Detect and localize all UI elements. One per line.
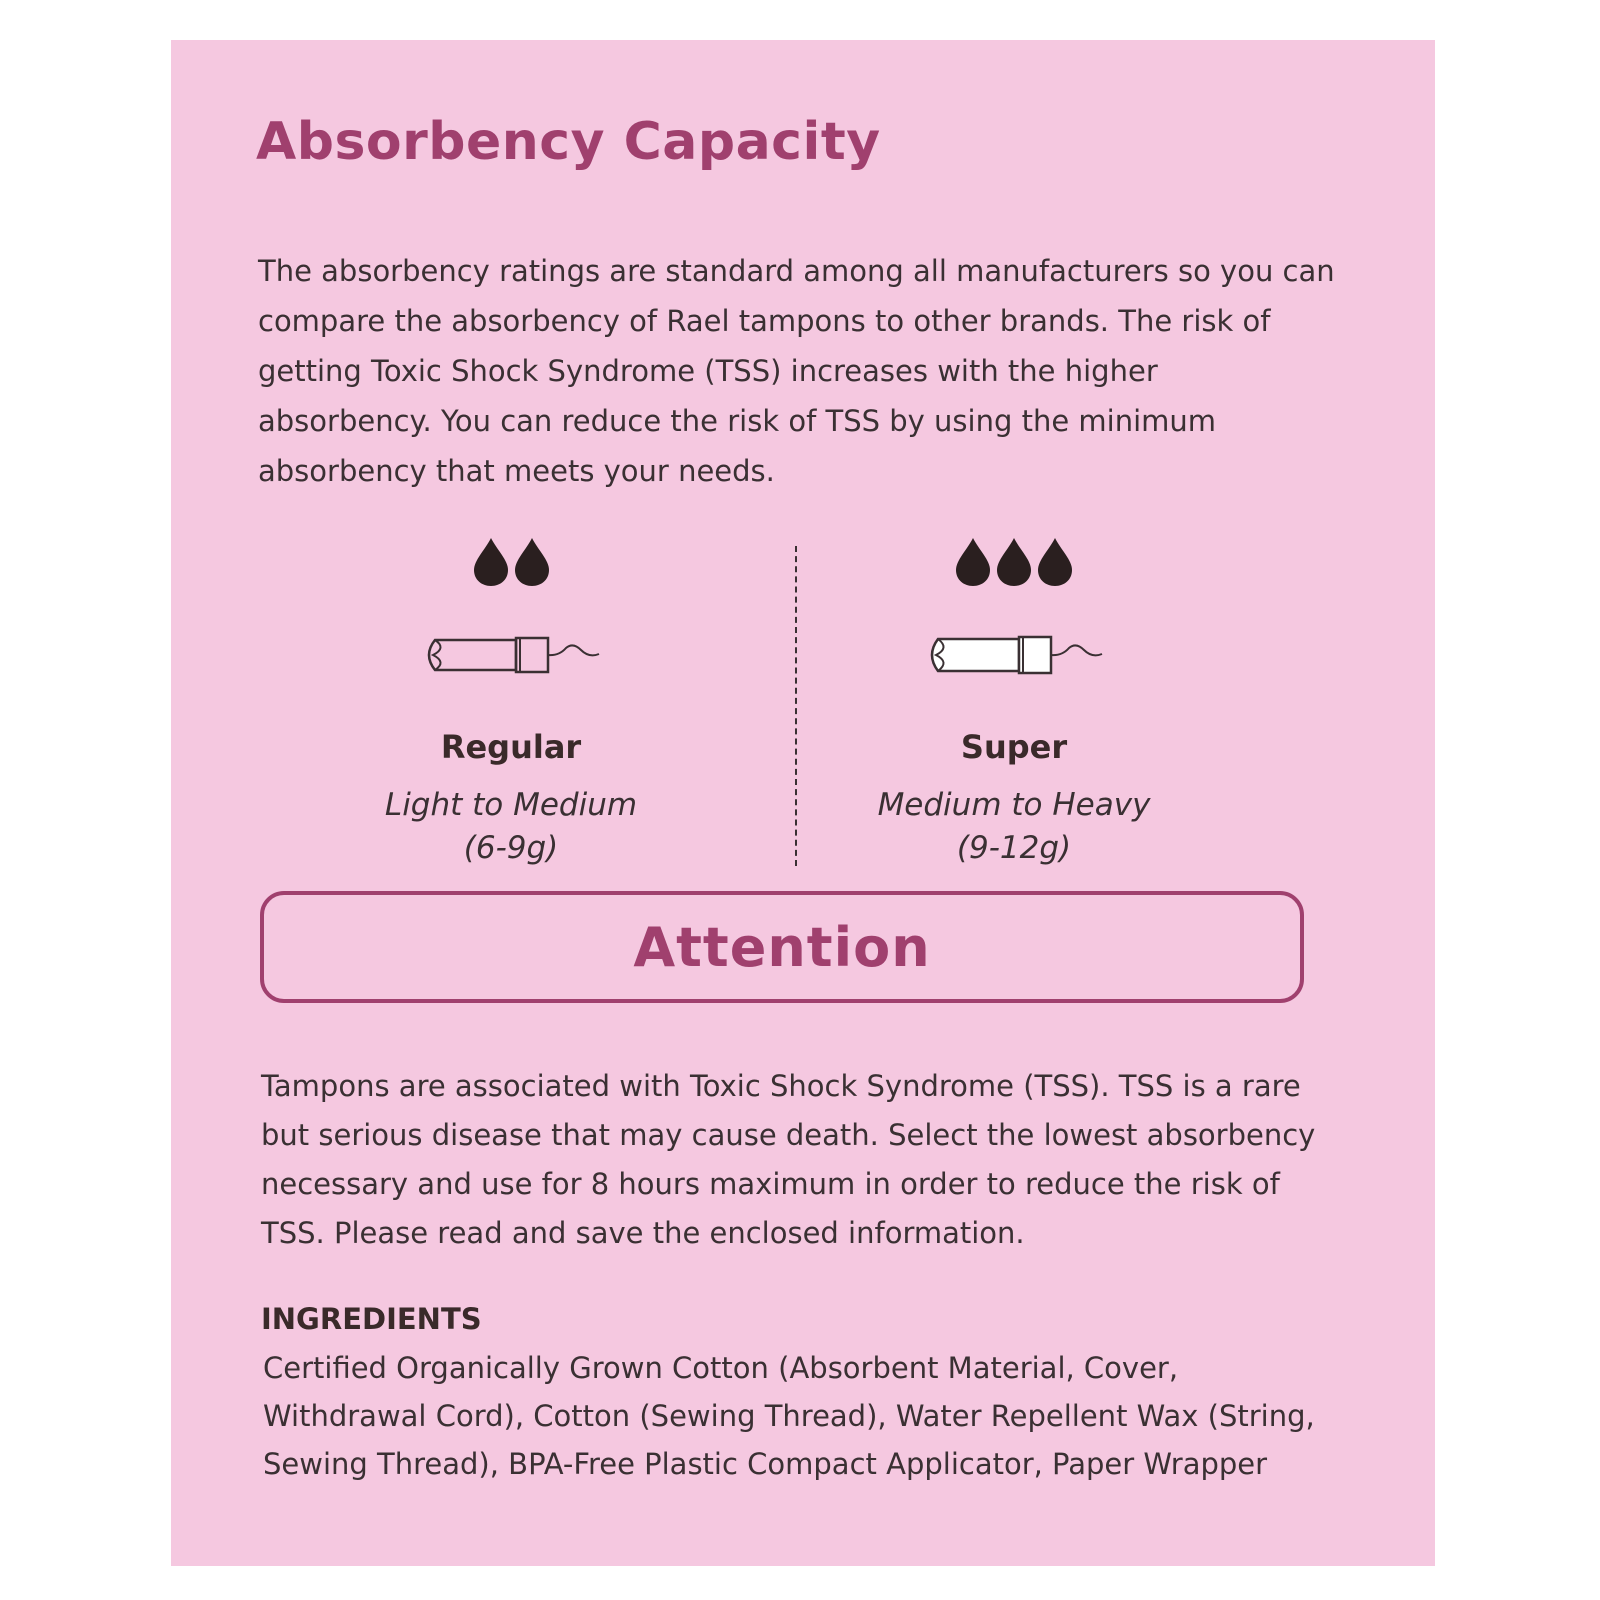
absorbency-intro: The absorbency ratings are standard among all manufacturers so you can compare the absorbency of Rael tampons to other brands. The risk of getting Toxic Shock Syndrome (TSS) increases with the higher absorbency. You can reduce the risk of TSS by using the minimum absorbency that meets your needs. (258, 254, 1335, 488)
option-range: (9-12g) (956, 830, 1072, 866)
drop-rating (804, 536, 1224, 602)
drop-icon (1035, 536, 1075, 602)
option-flow: Light to Medium (384, 787, 638, 823)
option-flow: Medium to Heavy (877, 787, 1151, 823)
divider (795, 546, 797, 866)
attention-text: Tampons are associated with Toxic Shock Syndrome (TSS). TSS is a rare but serious disease that may cause death. Select the lowest absorbency necessary and use for 8 hours maximum in order to reduce the risk of TSS. Please read and save the enclosed information. (261, 1069, 1316, 1250)
drop-rating (301, 536, 721, 602)
tampon-icon (301, 634, 721, 690)
drop-icon (953, 536, 993, 602)
package-panel (171, 40, 1435, 1566)
attention-title: Attention (633, 915, 931, 979)
option-super (804, 536, 1224, 870)
ingredients-heading: INGREDIENTS (261, 1302, 482, 1336)
ingredients-text: Certified Organically Grown Cotton (Absorbent Material, Cover, Withdrawal Cord), Cotton (Sewing Thread), Water Repellent Wax (String, Sewing Thread), BPA-Free Plastic Compact Applicator, Paper Wrapper (263, 1351, 1315, 1481)
drop-icon (471, 536, 511, 602)
option-regular (301, 536, 721, 870)
option-name: Super (960, 728, 1068, 766)
attention-box (260, 891, 1304, 1003)
tampon-icon (804, 634, 1224, 690)
absorbency-title: Absorbency Capacity (256, 112, 881, 172)
drop-icon (512, 536, 552, 602)
drop-icon (994, 536, 1034, 602)
option-range: (6-9g) (463, 830, 559, 866)
option-name: Regular (440, 728, 582, 766)
